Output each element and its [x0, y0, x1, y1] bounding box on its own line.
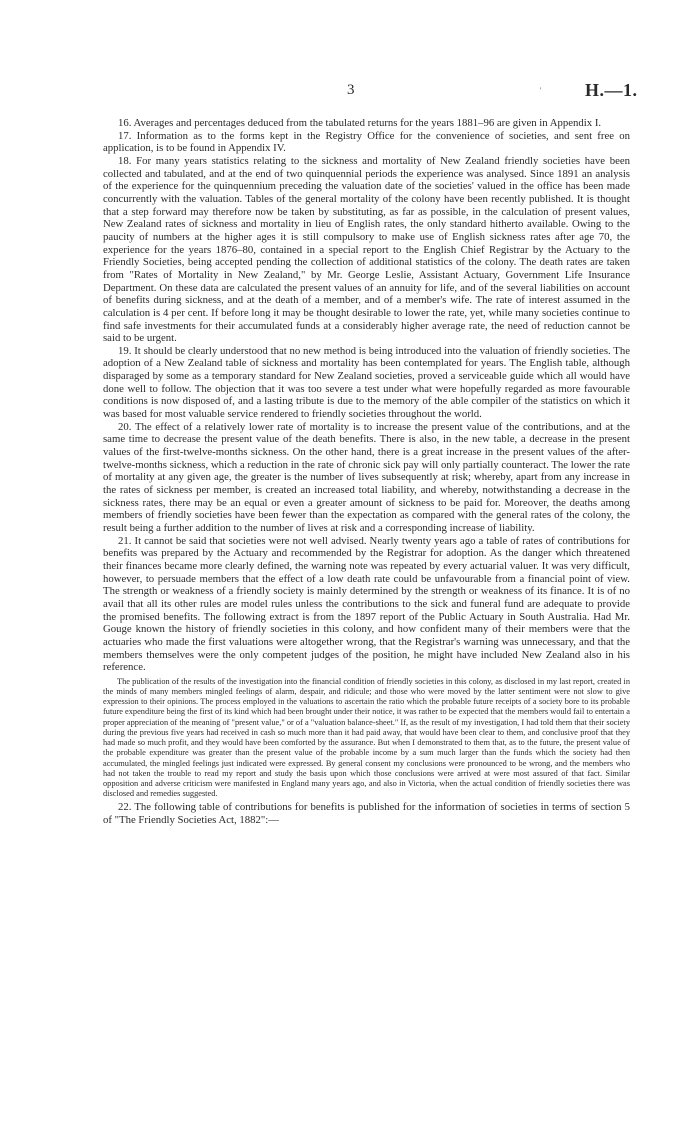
document-reference: H.—1.	[585, 80, 638, 100]
paragraph-17: 17. Information as to the forms kept in the Registry Office for the convenience of societies, and sent free on application, is to be found in Appendix IV.	[103, 129, 630, 155]
paragraph-20: 20. The effect of a relatively lower rate of mortality is to increase the present value of the contributions, and at the same time to decrease the present value of the death benefits. There is also, in the new table, a decrease in the present values of the first-twelve-months sickness. On the other hand, there is a great increase in the present values of the after-twelve-months sickness, which a reduction in the rate of chronic sick pay will only partially counteract. The lower the rate of mortality at any given age, the greater is the number of lives subsequently at risk; whereby, apart from any increase in the rates of sickness per member, is created an increased total liability, and whereby, notwithstanding a decrease in the sickness rates, there may be an equal or even a greater amount of sickness to be paid for. Moreover, the deaths among members of friendly societies have been fewer than the expectation as compared with the general rates of the colony, the result being a further addition to the number of lives at risk and a corresponding increase of liability.	[103, 420, 630, 534]
paragraph-16: 16. Averages and percentages deduced from the tabulated returns for the years 1881–96 are given in Appendix I.	[118, 117, 602, 129]
paragraph-19: 19. It should be clearly understood that no new method is being introduced into the valuation of friendly societies. The adoption of a New Zealand table of sickness and mortality has been contemplated for years. The English table, although disparaged by some as a temporary standard for New Zealand societies, proved a serviceable guide which all would have done well to follow. The objection that it was too severe a test under what were hopefully regarded as more favourable conditions is now disposed of, and a lasting tribute is due to the memory of the able compiler of the statistics on which it was based for most valuable service rendered to friendly societies throughout the world.	[103, 344, 630, 421]
page-number: 3	[347, 82, 355, 98]
paragraph-18: 18. For many years statistics relating to the sickness and mortality of New Zealand friendly societies have been collected and tabulated, and at the end of two quinquennial periods the experience was analysed. Since 1891 an analysis of the experience for the quinquennium preceding the valuation date of the societies' valued in the office has been made concurrently with the valuation. Tables of the general mortality of the colony have been recently published. It is thought that a step forward may therefore now be taken by substituting, as far as possible, in the calculation of present values, New Zealand rates of sickness and mortality in lieu of English rates, the only standard hitherto available. Owing to the paucity of numbers at the higher ages it is still compulsory to make use of English sickness rates after age 70, the experience for the years 1876–80, contained in a special report to the English Chief Registrar by the Actuary to the Friendly Societies, being accepted pending the collection of additional statistics of the colony. The death rates are taken from "Rates of Mortality in New Zealand," by Mr. George Leslie, Assistant Actuary, Government Life Insurance Department. On these data are calculated the present values of an annuity for life, and of the several liabilities on account of benefits during sickness, and at the death of a member, and of a member's wife. The rate of interest assumed in the calculation is 4 per cent. If before long it may be thought desirable to lower the rate, yet, while many societies continue to find safe investments for their accumulated funds at a considerably higher average rate, the need of reduction cannot be said to be urgent.	[103, 154, 630, 345]
paragraph-22: 22. The following table of contributions for benefits is published for the information of societies in terms of section 5 of "The Friendly Societies Act, 1882":—	[103, 801, 630, 826]
stray-mark: '	[540, 86, 542, 95]
paragraph-21: 21. It cannot be said that societies were not well advised. Nearly twenty years ago a table of rates of contributions for benefits was prepared by the Actuary and recommended by the Registrar for adoption. As the danger which threatened their finances became more clearly defined, the warning note was repeated by every actuarial valuer. It was very difficult, however, to persuade members that the effect of a low death rate could be unfavourable from a financial point of view. The strength or weakness of a friendly society is mainly determined by the strength or weakness of its finance. It is of no avail that all its other rules are model rules unless the contributions to the sick and funeral fund are adequate to provide the promised benefits. The following extract is from the 1897 report of the Public Actuary in South Australia. Had Mr. Gouge known the history of friendly societies in this colony, and how confident many of their members were that the actuaries who made the first valuations were altogether wrong, that the Registrar's warning was unnecessary, and that the members themselves were the only competent judges of the position, he might have included New Zealand also in his reference.	[103, 534, 630, 674]
document-body	[103, 117, 630, 827]
quoted-extract: The publication of the results of the investigation into the financial condition of friendly societies in this colony, as disclosed in my last report, created in the minds of many members mingled feelings of alarm, despair, and ridicule; and those who were moved by the latter sentiment were not slow to give expression to their opinions. The process employed in the valuations to ascertain the ratio which the probable future receipts of a society bore to its probable future expenditure being the first of its kind which had been brought under their notice, it was rather to be expected that the members would fail to entertain a proper appreciation of the meaning of "present value," or of a "valuation balance-sheet." If, as the result of my investigation, I had told them that their society during the previous five years had received in cash so much more than it had paid away, that would have been clear to them, and conclusive proof that they had made so much profit, and they would have been comforted by the assurance. But when I demonstrated to them that, as to the future, the present value of the probable expenditure was greater than the present value of the probable income by a sum much larger than the funds which the society had then accumulated, the mingled feelings just indicated were expressed. By general consent my conclusions were pronounced to be wrong, and the members who had not taken the trouble to read my report and study the basis upon which those conclusions were arrived at were most assured of that fact. Similar opposition and adverse criticism were manifested in England many years ago, and also in Victoria, when the actual condition of friendly societies there was disclosed and remedies suggested.	[103, 676, 630, 799]
